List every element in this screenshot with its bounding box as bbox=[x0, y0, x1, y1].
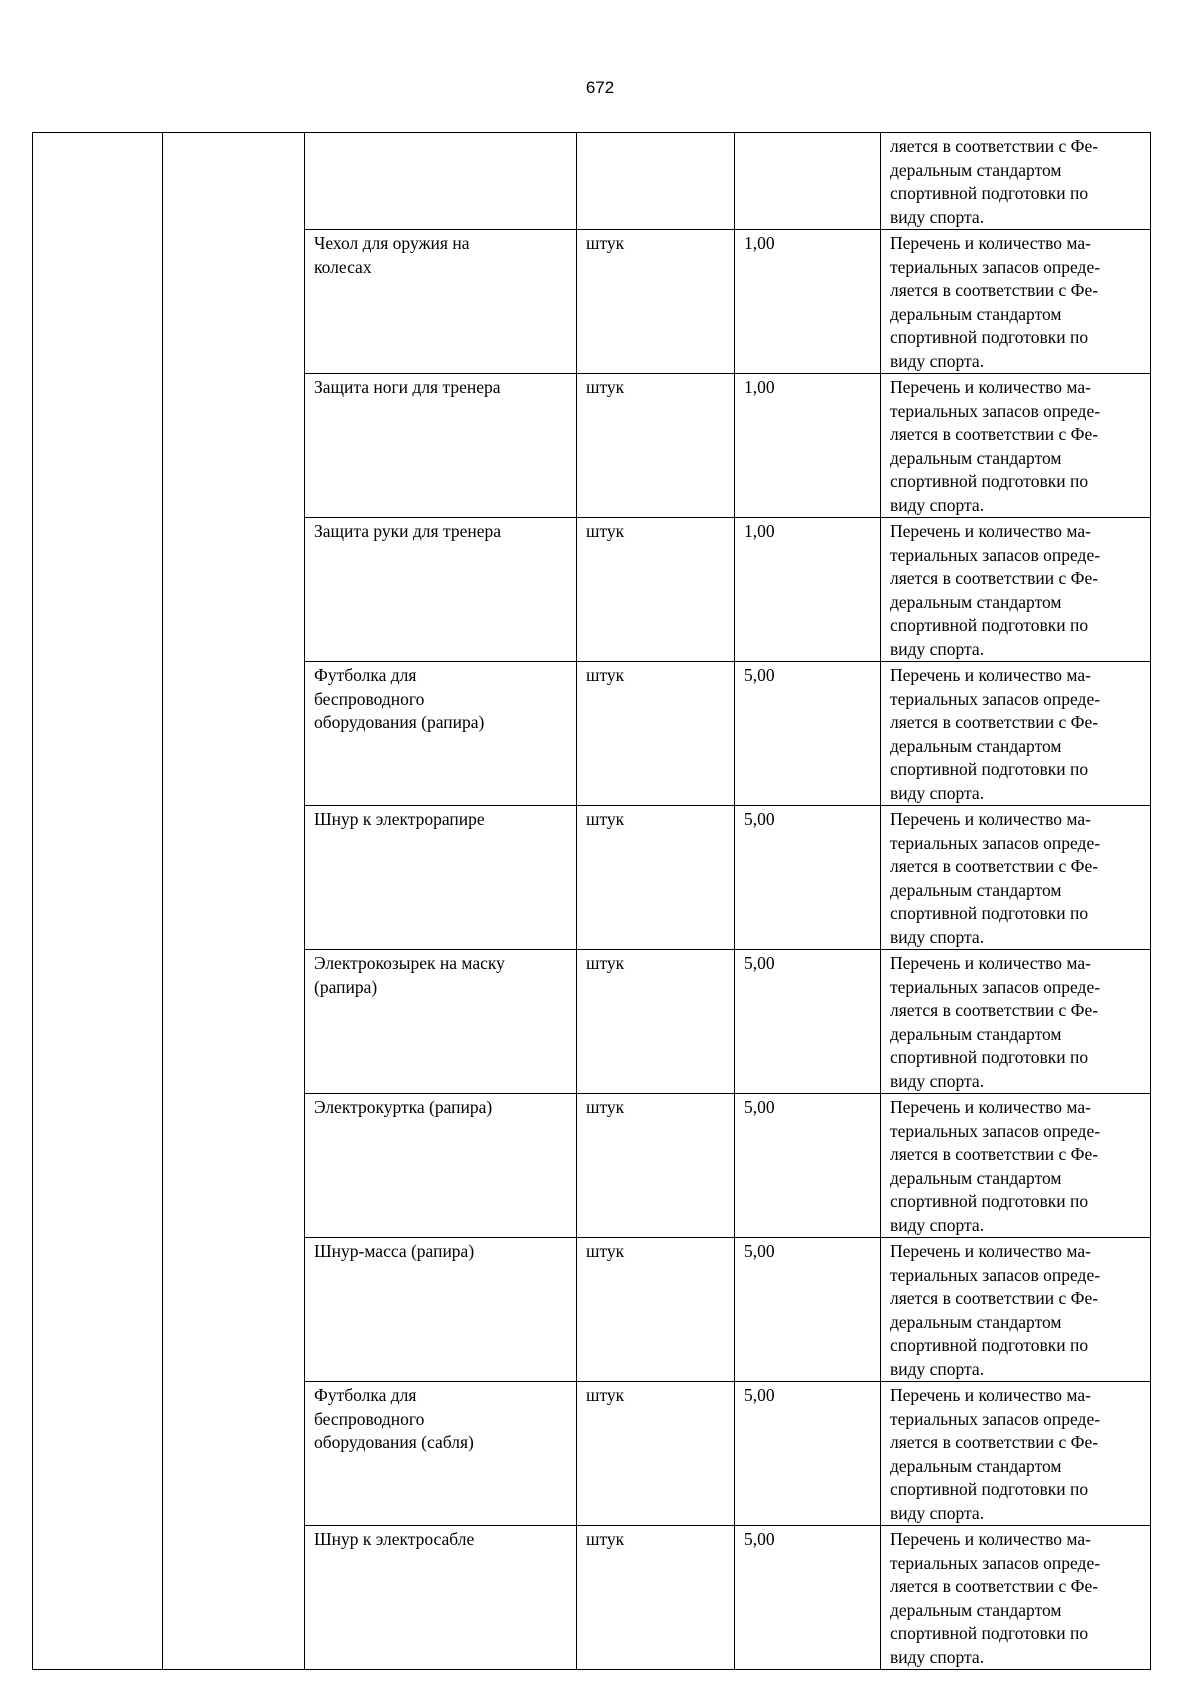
unit-cell: штук bbox=[577, 950, 735, 1094]
note-cell bbox=[881, 230, 1151, 374]
item-name-line: Электрокозырек на маску bbox=[314, 953, 505, 973]
note-line: спортивной подготовки по bbox=[890, 1191, 1089, 1211]
materials-table bbox=[32, 132, 1151, 1670]
note-line: виду спорта. bbox=[890, 782, 985, 803]
unit-cell: штук bbox=[577, 1382, 735, 1526]
note-cell bbox=[881, 1094, 1151, 1238]
note-line: Перечень и количество ма- bbox=[890, 953, 1091, 973]
item-name-line: беспроводного bbox=[314, 1408, 425, 1429]
name-cell bbox=[305, 374, 577, 518]
note-line: деральным стандартом bbox=[890, 1311, 1062, 1332]
note-line: виду спорта. bbox=[890, 1070, 985, 1091]
name-cell bbox=[305, 1382, 577, 1526]
note-line: спортивной подготовки по bbox=[890, 903, 1089, 923]
note-line: ляется в соответствии с Фе- bbox=[890, 1000, 1099, 1020]
name-cell bbox=[305, 133, 577, 230]
unit-cell: штук bbox=[577, 518, 735, 662]
note-cell bbox=[881, 1238, 1151, 1382]
note-line: ляется в соответствии с Фе- bbox=[890, 1288, 1099, 1308]
note-cell bbox=[881, 374, 1151, 518]
name-cell bbox=[305, 950, 577, 1094]
unit-cell: штук bbox=[577, 1238, 735, 1382]
note-line: Перечень и количество ма- bbox=[890, 233, 1091, 253]
note-line: деральным стандартом bbox=[890, 879, 1062, 900]
item-name-line: Защита ноги для тренера bbox=[314, 377, 501, 397]
qty-cell: 1,00 bbox=[735, 230, 881, 374]
note-line: ляется в соответствии с Фе- bbox=[890, 136, 1099, 156]
note-line: деральным стандартом bbox=[890, 1455, 1062, 1476]
name-cell bbox=[305, 1526, 577, 1670]
note-line: териальных запасов опреде- bbox=[890, 1552, 1101, 1573]
empty-cell-col2 bbox=[163, 133, 305, 1670]
note-line: ляется в соответствии с Фе- bbox=[890, 1432, 1099, 1452]
item-name-line: Шнур-масса (рапира) bbox=[314, 1241, 475, 1261]
item-name-line: колесах bbox=[314, 256, 372, 277]
item-name-line: Шнур к электрорапире bbox=[314, 809, 485, 829]
note-cell bbox=[881, 133, 1151, 230]
note-line: виду спорта. bbox=[890, 350, 985, 371]
note-line: спортивной подготовки по bbox=[890, 1335, 1089, 1355]
item-name-line: Футболка для bbox=[314, 665, 417, 685]
note-line: териальных запасов опреде- bbox=[890, 1120, 1101, 1141]
note-line: виду спорта. bbox=[890, 1214, 985, 1235]
note-line: Перечень и количество ма- bbox=[890, 1385, 1091, 1405]
note-cell bbox=[881, 662, 1151, 806]
note-line: виду спорта. bbox=[890, 638, 985, 659]
note-cell bbox=[881, 950, 1151, 1094]
unit-cell: штук bbox=[577, 374, 735, 518]
name-cell bbox=[305, 230, 577, 374]
item-name-line: оборудования (сабля) bbox=[314, 1432, 474, 1452]
note-line: деральным стандартом bbox=[890, 1167, 1062, 1188]
note-line: териальных запасов опреде- bbox=[890, 976, 1101, 997]
item-name-line: (рапира) bbox=[314, 976, 378, 997]
qty-cell bbox=[735, 133, 881, 230]
note-cell bbox=[881, 1526, 1151, 1670]
qty-cell: 5,00 bbox=[735, 950, 881, 1094]
note-line: Перечень и количество ма- bbox=[890, 1529, 1091, 1549]
note-cell bbox=[881, 518, 1151, 662]
note-line: ляется в соответствии с Фе- bbox=[890, 712, 1099, 732]
note-line: спортивной подготовки по bbox=[890, 759, 1089, 779]
unit-cell: штук bbox=[577, 806, 735, 950]
note-line: виду спорта. bbox=[890, 1358, 985, 1379]
table-row-continued bbox=[33, 133, 1151, 230]
page-number: 672 bbox=[585, 78, 615, 97]
name-cell bbox=[305, 662, 577, 806]
note-line: спортивной подготовки по bbox=[890, 471, 1089, 491]
note-line: спортивной подготовки по bbox=[890, 615, 1089, 635]
note-line: Перечень и количество ма- bbox=[890, 521, 1091, 541]
note-line: спортивной подготовки по bbox=[890, 1479, 1089, 1499]
note-line: териальных запасов опреде- bbox=[890, 832, 1101, 853]
item-name-line: Защита руки для тренера bbox=[314, 521, 501, 541]
note-line: виду спорта. bbox=[890, 494, 985, 515]
item-name-line: беспроводного bbox=[314, 688, 425, 709]
note-line: спортивной подготовки по bbox=[890, 327, 1089, 347]
empty-cell-col1 bbox=[33, 133, 163, 1670]
note-line: спортивной подготовки по bbox=[890, 183, 1089, 203]
note-line: териальных запасов опреде- bbox=[890, 688, 1101, 709]
name-cell bbox=[305, 1238, 577, 1382]
item-name-line: Шнур к электросабле bbox=[314, 1529, 475, 1549]
note-line: деральным стандартом bbox=[890, 447, 1062, 468]
qty-cell: 5,00 bbox=[735, 1382, 881, 1526]
note-line: спортивной подготовки по bbox=[890, 1623, 1089, 1643]
note-line: ляется в соответствии с Фе- bbox=[890, 280, 1099, 300]
note-line: ляется в соответствии с Фе- bbox=[890, 856, 1099, 876]
note-line: деральным стандартом bbox=[890, 1023, 1062, 1044]
name-cell bbox=[305, 1094, 577, 1238]
name-cell bbox=[305, 806, 577, 950]
qty-cell: 1,00 bbox=[735, 518, 881, 662]
item-name-line: Электрокуртка (рапира) bbox=[314, 1097, 493, 1117]
note-line: ляется в соответствии с Фе- bbox=[890, 424, 1099, 444]
note-line: териальных запасов опреде- bbox=[890, 544, 1101, 565]
item-name-line: Футболка для bbox=[314, 1385, 417, 1405]
unit-cell: штук bbox=[577, 1526, 735, 1670]
unit-cell: штук bbox=[577, 662, 735, 806]
note-line: деральным стандартом bbox=[890, 159, 1062, 180]
note-cell bbox=[881, 1382, 1151, 1526]
note-cell bbox=[881, 806, 1151, 950]
note-line: Перечень и количество ма- bbox=[890, 1097, 1091, 1117]
item-name-line: оборудования (рапира) bbox=[314, 712, 485, 732]
note-line: виду спорта. bbox=[890, 1646, 985, 1667]
note-line: Перечень и количество ма- bbox=[890, 1241, 1091, 1261]
note-line: териальных запасов опреде- bbox=[890, 256, 1101, 277]
item-name-line: Чехол для оружия на bbox=[314, 233, 470, 253]
unit-cell: штук bbox=[577, 1094, 735, 1238]
note-line: деральным стандартом bbox=[890, 303, 1062, 324]
table-body bbox=[33, 133, 1151, 1670]
note-line: виду спорта. bbox=[890, 926, 985, 947]
note-line: ляется в соответствии с Фе- bbox=[890, 568, 1099, 588]
note-line: Перечень и количество ма- bbox=[890, 665, 1091, 685]
note-line: виду спорта. bbox=[890, 1502, 985, 1523]
note-line: ляется в соответствии с Фе- bbox=[890, 1576, 1099, 1596]
qty-cell: 5,00 bbox=[735, 1094, 881, 1238]
note-line: териальных запасов опреде- bbox=[890, 1408, 1101, 1429]
name-cell bbox=[305, 518, 577, 662]
note-line: спортивной подготовки по bbox=[890, 1047, 1089, 1067]
qty-cell: 5,00 bbox=[735, 662, 881, 806]
qty-cell: 1,00 bbox=[735, 374, 881, 518]
unit-cell bbox=[577, 133, 735, 230]
qty-cell: 5,00 bbox=[735, 806, 881, 950]
note-line: териальных запасов опреде- bbox=[890, 1264, 1101, 1285]
note-line: Перечень и количество ма- bbox=[890, 377, 1091, 397]
note-line: деральным стандартом bbox=[890, 591, 1062, 612]
note-line: териальных запасов опреде- bbox=[890, 400, 1101, 421]
note-line: ляется в соответствии с Фе- bbox=[890, 1144, 1099, 1164]
note-line: деральным стандартом bbox=[890, 735, 1062, 756]
qty-cell: 5,00 bbox=[735, 1238, 881, 1382]
note-line: виду спорта. bbox=[890, 206, 985, 227]
qty-cell: 5,00 bbox=[735, 1526, 881, 1670]
note-line: Перечень и количество ма- bbox=[890, 809, 1091, 829]
note-line: деральным стандартом bbox=[890, 1599, 1062, 1620]
unit-cell: штук bbox=[577, 230, 735, 374]
